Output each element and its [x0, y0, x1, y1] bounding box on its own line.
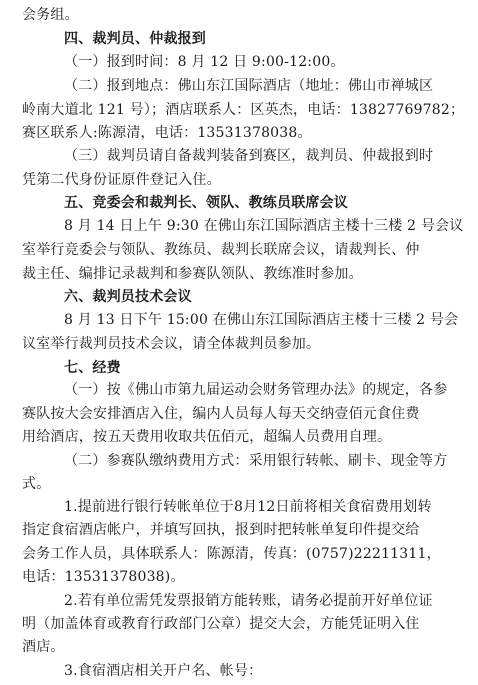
text-line: 室举行竞委会与领队、教练员、裁判长联席会议，请裁判长、仲 [22, 242, 420, 258]
text-line: 议室举行裁判员技术会议，请全体裁判员参加。 [22, 336, 321, 352]
text-line: 酒店。 [22, 639, 65, 655]
text-line: 电话：13531378038)。 [22, 569, 185, 585]
text-line: （二）报到地点：佛山东江国际酒店（地址：佛山市禅城区 [64, 78, 434, 94]
text-line: 指定食宿酒店帐户，并填写回执，报到时把转帐单复印件提交给 [22, 522, 420, 538]
text-line: 岭南大道北 121 号）；酒店联系人：区英杰，电话：13827769782； [22, 102, 465, 118]
text-line: 明（加盖体育或教育行政部门公章）提交大会，方能凭证明入住 [22, 616, 420, 632]
section-heading: 四、裁判员、仲裁报到 [64, 31, 206, 47]
text-line: 裁主任、编排记录裁判和参赛队领队、教练准时参加。 [22, 266, 363, 282]
text-line: 1.提前进行银行转帐单位于8月12日前将相关食宿费用划转 [64, 499, 432, 515]
text-line: 会务工作人员，具体联系人：陈源清，传真：(0757)22211311， [22, 546, 441, 562]
section-heading: 七、经费 [64, 360, 121, 376]
text-line: （一）按《佛山市第九届运动会财务管理办法》的规定，各参 [64, 382, 448, 398]
text-line: 8 月 13 日下午 15:00 在佛山东江国际酒店主楼十三楼 2 号会 [64, 312, 459, 328]
text-line: 2.若有单位需凭发票报销方能转账，请务必提前开好单位证 [64, 593, 433, 609]
text-line: （二）参赛队缴纳费用方式：采用银行转帐、刷卡、现金等方 [64, 453, 448, 469]
text-line: 8 月 14 日上午 9:30 在佛山东江国际酒店主楼十三楼 2 号会议 [64, 218, 464, 234]
text-line: 赛区联系人:陈源清，电话：13531378038。 [22, 125, 312, 141]
text-line: 用给酒店，按五天费用收取共伍佰元，超编人员费用自理。 [22, 429, 392, 445]
text-line: 赛队按大会安排酒店入住，编内人员每人每天交纳壹佰元食住费 [22, 406, 420, 422]
section-heading: 五、竞委会和裁判长、领队、教练员联席会议 [64, 195, 348, 211]
text-line: 凭第二代身份证原件登记入住。 [22, 172, 221, 188]
text-line: （一）报到时间：8 月 12 日 9:00-12:00。 [64, 54, 345, 70]
text-line: 会务组。 [22, 7, 79, 23]
section-heading: 六、裁判员技术会议 [64, 289, 192, 305]
text-line: 3.食宿酒店相关开户名、帐号： [64, 663, 263, 679]
text-line: （三）裁判员请自备裁判装备到赛区，裁判员、仲裁报到时 [64, 148, 434, 164]
text-line: 式。 [22, 476, 51, 492]
